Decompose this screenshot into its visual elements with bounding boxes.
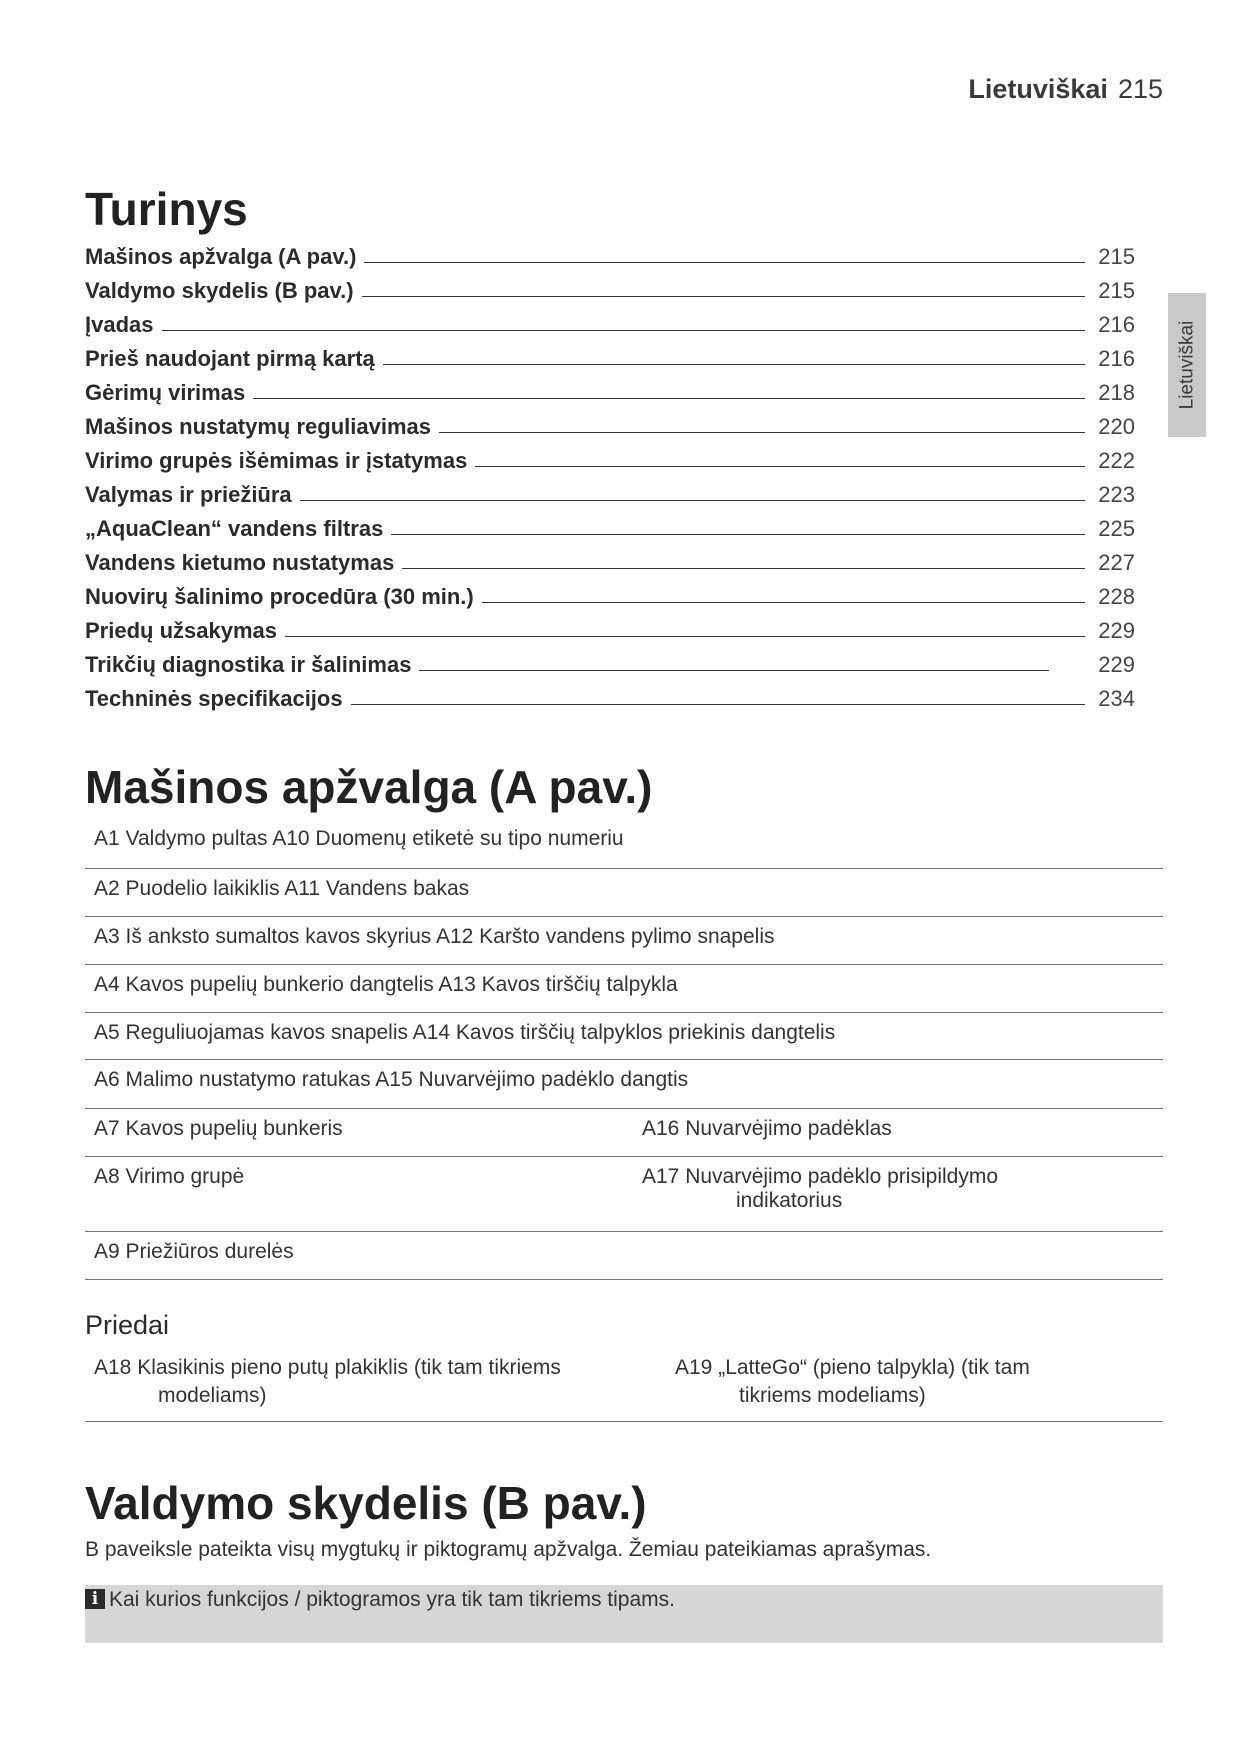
toc-entry-title: Vandens kietumo nustatymas: [85, 550, 395, 575]
toc-entry-page: 215: [1098, 278, 1135, 303]
toc-entry-title: Trikčių diagnostika ir šalinimas: [85, 652, 412, 677]
accessory-label: A19 „LatteGo“ (pieno talpykla) (tik tam: [675, 1356, 1030, 1379]
toc-entry-page: 227: [1098, 550, 1135, 575]
accessory-label-continuation: tikriems modeliams): [739, 1384, 926, 1407]
table-of-contents: [85, 236, 1135, 712]
table-row: [85, 1157, 1163, 1232]
toc-leader: [362, 296, 1085, 297]
toc-leader: [475, 466, 1085, 467]
toc-entry[interactable]: [85, 270, 1135, 304]
table-row: [85, 917, 1163, 965]
toc-entry[interactable]: [85, 542, 1135, 576]
language-side-tab: [1168, 293, 1206, 437]
toc-entry-page: 228: [1098, 584, 1135, 609]
overview-heading: Mašinos apžvalga (A pav.): [85, 761, 653, 813]
part-label: A8 Virimo grupė: [94, 1165, 245, 1188]
toc-leader: [419, 670, 1049, 671]
toc-title: Turinys: [85, 183, 248, 235]
toc-entry-title: Valymas ir priežiūra: [85, 482, 292, 507]
toc-leader: [482, 602, 1085, 603]
table-row: [85, 1109, 1163, 1157]
info-note: [85, 1585, 1163, 1643]
info-icon: i: [85, 1589, 105, 1609]
toc-entry-page: 229: [1098, 652, 1135, 677]
toc-leader: [285, 636, 1085, 637]
part-label: A2 Puodelio laikiklis A11 Vandens bakas: [94, 877, 470, 900]
page-header: [968, 74, 1163, 105]
table-row: [85, 819, 1163, 869]
toc-entry[interactable]: [85, 474, 1135, 508]
toc-entry-page: 222: [1098, 448, 1135, 473]
control-panel-heading: Valdymo skydelis (B pav.): [85, 1477, 647, 1529]
part-label: A7 Kavos pupelių bunkeris: [94, 1117, 343, 1140]
table-row: [85, 965, 1163, 1013]
toc-entry-title: Nuovirų šalinimo procedūra (30 min.): [85, 584, 474, 609]
toc-entry[interactable]: [85, 304, 1135, 338]
table-row: [85, 869, 1163, 917]
info-note-text: Kai kurios funkcijos / piktogramos yra tik tam tikriems tipams.: [109, 1588, 675, 1611]
control-panel-description: B paveiksle pateikta visų mygtukų ir piktogramų apžvalga. Žemiau pateikiamas aprašymas.: [85, 1538, 932, 1561]
accessory-label-continuation: modeliams): [158, 1384, 267, 1407]
toc-entry-title: Gėrimų virimas: [85, 380, 246, 405]
toc-entry-page: 216: [1098, 346, 1135, 371]
toc-entry-title: Prieš naudojant pirmą kartą: [85, 346, 375, 371]
accessories-heading: Priedai: [85, 1310, 170, 1340]
part-label: A4 Kavos pupelių bunkerio dangtelis A13 Kavos tirščių talpykla: [94, 973, 678, 996]
part-label-continuation: indikatorius: [736, 1189, 843, 1212]
toc-leader: [364, 262, 1085, 263]
table-row: [85, 1013, 1163, 1060]
toc-leader: [439, 432, 1085, 433]
table-row: [85, 1232, 1163, 1280]
part-label: A1 Valdymo pultas A10 Duomenų etiketė su tipo numeriu: [94, 827, 624, 850]
toc-entry-page: 225: [1098, 516, 1135, 541]
part-label: A5 Reguliuojamas kavos snapelis A14 Kavos tirščių talpyklos priekinis dangtelis: [94, 1021, 836, 1044]
toc-entry-title: Valdymo skydelis (B pav.): [85, 278, 354, 303]
toc-entry[interactable]: [85, 610, 1135, 644]
part-label: A16 Nuvarvėjimo padėklas: [642, 1117, 892, 1140]
part-label-multiline: [642, 1165, 1163, 1231]
toc-leader: [253, 398, 1085, 399]
toc-entry-title: Priedų užsakymas: [85, 618, 277, 643]
overview-parts-table: [85, 819, 1163, 1280]
toc-entry-title: Įvadas: [85, 312, 154, 337]
header-language: Lietuviškai: [968, 74, 1108, 104]
part-label: A3 Iš anksto sumaltos kavos skyrius A12 Karšto vandens pylimo snapelis: [94, 925, 775, 948]
toc-entry[interactable]: [85, 678, 1135, 712]
toc-entry[interactable]: [85, 576, 1135, 610]
toc-entry-page: 234: [1098, 686, 1135, 711]
toc-entry-title: Mašinos nustatymų reguliavimas: [85, 414, 431, 439]
toc-entry-title: Techninės specifikacijos: [85, 686, 343, 711]
toc-entry[interactable]: [85, 338, 1135, 372]
toc-entry[interactable]: [85, 236, 1135, 270]
page-number: 215: [1117, 74, 1163, 104]
accessory-item: [675, 1354, 1125, 1410]
toc-entry-page: 220: [1098, 414, 1135, 439]
toc-entry-title: „AquaClean“ vandens filtras: [85, 516, 384, 541]
accessory-label: A18 Klasikinis pieno putų plakiklis (tik tam tikriems: [94, 1356, 561, 1379]
toc-leader: [383, 364, 1085, 365]
toc-leader: [351, 704, 1085, 705]
part-label: A6 Malimo nustatymo ratukas A15 Nuvarvėjimo padėklo dangtis: [94, 1068, 689, 1091]
toc-leader: [162, 330, 1086, 331]
part-label: A9 Priežiūros durelės: [94, 1240, 294, 1263]
toc-leader: [300, 500, 1085, 501]
accessory-item: [94, 1354, 614, 1410]
toc-entry-page: 218: [1098, 380, 1135, 405]
toc-entry[interactable]: [85, 440, 1135, 474]
toc-entry-page: 223: [1098, 482, 1135, 507]
table-row: [85, 1060, 1163, 1109]
toc-entry-page: 216: [1098, 312, 1135, 337]
toc-entry[interactable]: [85, 508, 1135, 542]
toc-entry-page: 229: [1098, 618, 1135, 643]
toc-entry-title: Mašinos apžvalga (A pav.): [85, 244, 357, 269]
toc-leader: [402, 568, 1085, 569]
part-label-line: A17 Nuvarvėjimo padėklo prisipildymo: [642, 1165, 998, 1188]
toc-leader: [391, 534, 1085, 535]
toc-entry[interactable]: [85, 644, 1135, 678]
accessories-table: [85, 1354, 1163, 1422]
side-tab-label: Lietuviškai: [1176, 320, 1197, 410]
toc-entry-page: 215: [1098, 244, 1135, 269]
toc-entry-title: Virimo grupės išėmimas ir įstatymas: [85, 448, 468, 473]
toc-entry[interactable]: [85, 372, 1135, 406]
toc-entry[interactable]: [85, 406, 1135, 440]
